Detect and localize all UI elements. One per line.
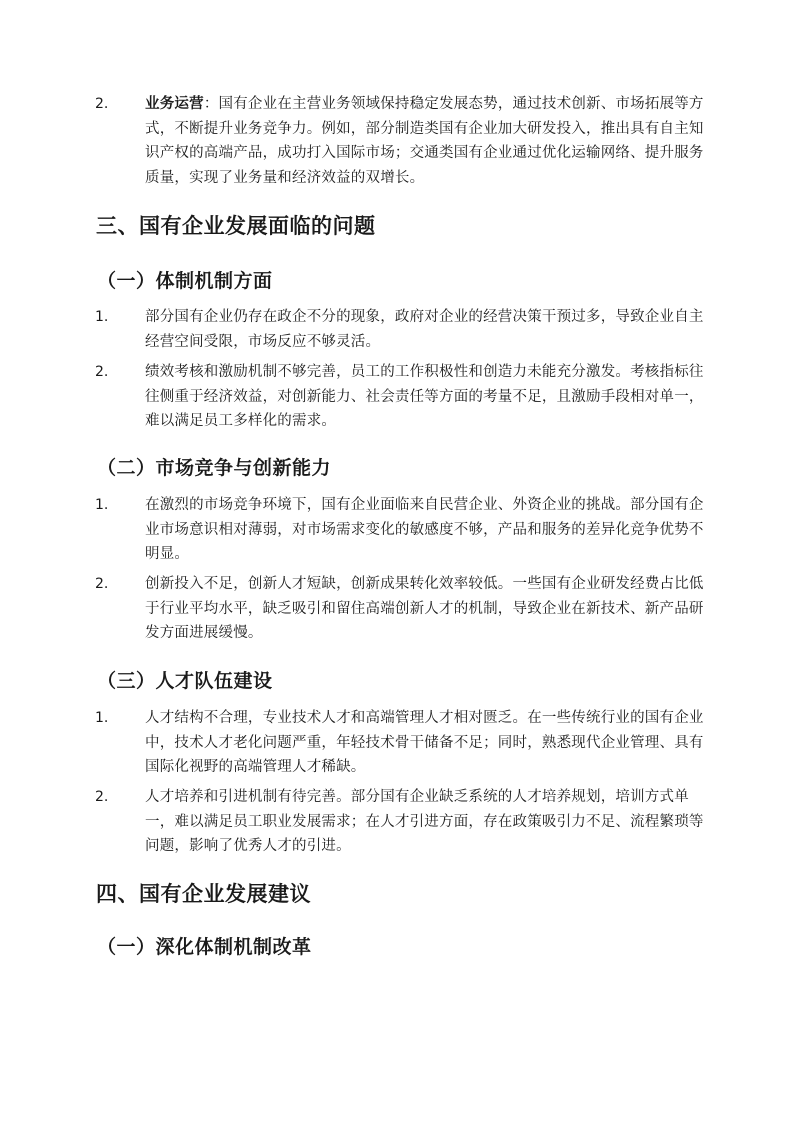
list-item	[95, 572, 705, 646]
section-heading: 三、国有企业发展面临的问题	[96, 214, 376, 238]
list-item-text: 人才培养和引进机制有待完善。部分国有企业缺乏系统的人才培养规划，培训方式单一，难以满足员工职业发展需求；在人才引进方面，存在政策吸引力不足、流程繁琐等问题，影响了优秀人才的引进。	[145, 789, 704, 854]
list-item	[95, 493, 705, 567]
list-item	[95, 305, 705, 354]
subsection-heading: （一）深化体制机制改革	[97, 936, 312, 958]
list-number: 1.	[95, 710, 109, 726]
list-item-label: 业务运营	[145, 96, 204, 112]
list-number: 1.	[95, 497, 109, 513]
label-colon: ：	[203, 96, 219, 112]
list-item-text	[145, 92, 705, 190]
list-item-text: 人才结构不合理，专业技术人才和高端管理人才相对匮乏。在一些传统行业的国有企业中，技术人才老化问题严重，年轻技术骨干储备不足；同时，熟悉现代企业管理、具有国际化视野的高端管理人才稀缺。	[145, 710, 704, 775]
list-number: 2.	[95, 96, 109, 112]
list-item-text: 绩效考核和激励机制不够完善，员工的工作积极性和创造力未能充分激发。考核指标往往侧重于经济效益，对创新能力、社会责任等方面的考量不足，且激励手段相对单一，难以满足员工多样化的需求。	[145, 364, 704, 429]
list-item	[95, 706, 705, 780]
list-item	[95, 360, 705, 434]
section-heading: 四、国有企业发展建议	[96, 882, 311, 906]
list-item	[95, 785, 705, 859]
list-item-text: 创新投入不足，创新人才短缺，创新成果转化效率较低。一些国有企业研发经费占比低于行业平均水平，缺乏吸引和留住高端创新人才的机制，导致企业在新技术、新产品研发方面进展缓慢。	[145, 576, 704, 641]
list-item-text: 部分国有企业仍存在政企不分的现象，政府对企业的经营决策干预过多，导致企业自主经营空间受限，市场反应不够灵活。	[145, 309, 704, 350]
subsection-heading: （二）市场竞争与创新能力	[97, 457, 332, 479]
list-number: 2.	[95, 789, 109, 805]
list-item-body: 国有企业在主营业务领域保持稳定发展态势，通过技术创新、市场拓展等方式，不断提升业务竞争力。例如，部分制造类国有企业加大研发投入，推出具有自主知识产权的高端产品，成功打入国际市场；交通类国有企业通过优化运输网络、提升服务质量，实现了业务量和经济效益的双增长。	[145, 96, 704, 186]
list-item	[95, 92, 705, 190]
subsection-heading: （三）人才队伍建设	[97, 670, 273, 692]
list-number: 2.	[95, 576, 109, 592]
list-number: 2.	[95, 364, 109, 380]
list-item-text: 在激烈的市场竞争环境下，国有企业面临来自民营企业、外资企业的挑战。部分国有企业市场意识相对薄弱，对市场需求变化的敏感度不够，产品和服务的差异化竞争优势不明显。	[145, 497, 704, 562]
subsection-heading: （一）体制机制方面	[97, 270, 273, 292]
list-number: 1.	[95, 309, 109, 325]
